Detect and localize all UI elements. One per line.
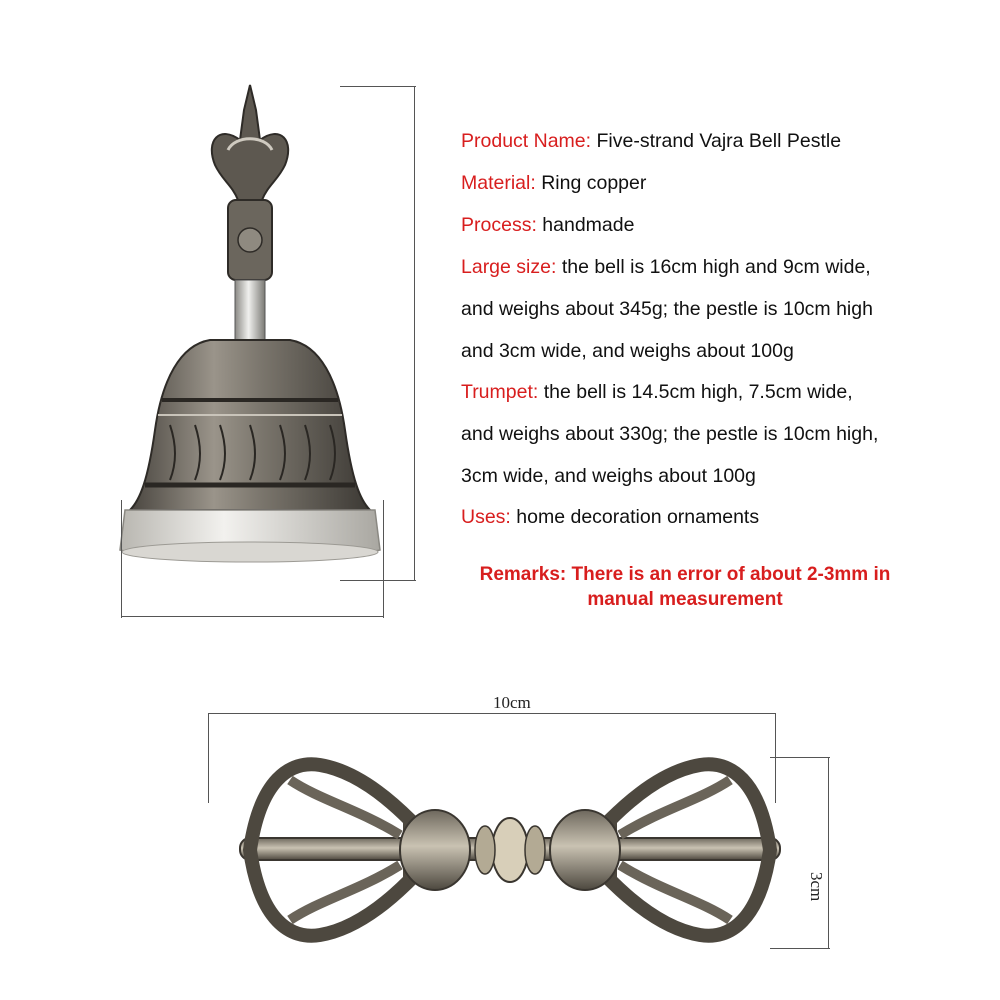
vajra-bell-image bbox=[110, 80, 400, 600]
remarks-line-1: Remarks: There is an error of about 2-3mm in bbox=[479, 564, 891, 585]
pestle-width-label: 3cm bbox=[807, 872, 826, 902]
pestle-length-tick-left bbox=[208, 713, 209, 803]
bell-width-tick-right bbox=[383, 500, 384, 618]
bell-width-tick-left bbox=[121, 500, 122, 618]
bell-height-tick-bottom bbox=[340, 580, 416, 581]
spec-large-size-cont-2: and 3cm wide, and weighs about 100g bbox=[461, 340, 794, 362]
spec-large-size-cont-1: and weighs about 345g; the pestle is 10cm high bbox=[461, 298, 873, 320]
pestle-length-line bbox=[208, 713, 776, 714]
spec-product-name: Product Name: Five-strand Vajra Bell Pestle bbox=[461, 130, 842, 152]
bell-height-line bbox=[414, 86, 415, 580]
spec-trumpet-cont-1: and weighs about 330g; the pestle is 10cm high, bbox=[461, 423, 879, 445]
pestle-length-label: 10cm bbox=[493, 693, 531, 712]
bell-width-line bbox=[121, 616, 383, 617]
vajra-pestle-image bbox=[230, 740, 790, 960]
spec-large-size: Large size: the bell is 16cm high and 9cm wide, bbox=[461, 256, 871, 278]
spec-process: Process: handmade bbox=[461, 214, 635, 236]
spec-uses: Uses: home decoration ornaments bbox=[461, 506, 760, 528]
spec-trumpet-cont-2: 3cm wide, and weighs about 100g bbox=[461, 465, 756, 487]
spec-material: Material: Ring copper bbox=[461, 172, 647, 194]
bell-height-tick-top bbox=[340, 86, 416, 87]
spec-trumpet: Trumpet: the bell is 14.5cm high, 7.5cm wide, bbox=[461, 381, 853, 403]
pestle-width-line bbox=[828, 757, 829, 949]
remarks-line-2: manual measurement bbox=[587, 589, 783, 610]
